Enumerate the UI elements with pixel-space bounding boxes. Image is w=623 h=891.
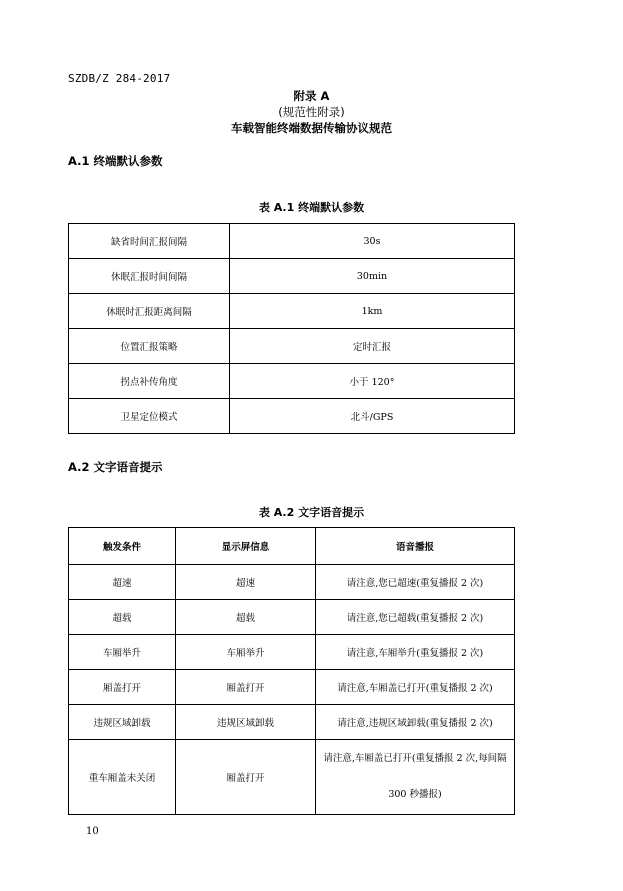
table-row [69,705,515,740]
trigger-cell: 超速 [69,565,176,600]
trigger-cell: 违规区域卸载 [69,705,176,740]
param-value: 30s [230,224,515,259]
table-a1-default-params [68,223,515,434]
column-header-voice: 语音播报 [316,528,515,565]
table-row [69,329,515,364]
table-row [69,565,515,600]
param-name: 缺省时间汇报间隔 [69,224,230,259]
appendix-label: 附录 A [293,89,330,103]
trigger-cell: 重车厢盖未关闭 [69,740,176,815]
table-a2-title: 表 A.2 文字语音提示 [258,506,365,519]
column-header-display: 显示屏信息 [176,528,316,565]
trigger-cell: 超载 [69,600,176,635]
table-a2-voice-prompts [68,527,515,815]
table-row [69,740,515,815]
voice-cell: 请注意,车厢举升(重复播报 2 次) [316,635,515,670]
page-number: 10 [86,826,99,837]
display-cell: 违规区域卸载 [176,705,316,740]
param-value: 小于 120° [230,364,515,399]
table-row [69,670,515,705]
table-header-row [69,528,515,565]
appendix-title: 车载智能终端数据传输协议规范 [231,121,392,135]
column-header-trigger: 触发条件 [69,528,176,565]
trigger-cell: 车厢举升 [69,635,176,670]
param-name: 休眠汇报时间间隔 [69,259,230,294]
table-row [69,224,515,259]
param-value: 北斗/GPS [230,399,515,434]
voice-cell: 请注意,车厢盖已打开(重复播报 2 次) [316,670,515,705]
display-cell: 超载 [176,600,316,635]
display-cell: 厢盖打开 [176,740,316,815]
voice-cell: 请注意,违规区域卸载(重复播报 2 次) [316,705,515,740]
voice-cell: 请注意,车厢盖已打开(重复播报 2 次,每间隔 300 秒播报) [316,740,515,815]
param-name: 休眠时汇报距离间隔 [69,294,230,329]
table-row [69,600,515,635]
param-name: 位置汇报策略 [69,329,230,364]
param-value: 1km [230,294,515,329]
table-a1-title: 表 A.1 终端默认参数 [258,201,365,214]
param-value: 定时汇报 [230,329,515,364]
voice-cell: 请注意,您已超载(重复播报 2 次) [316,600,515,635]
document-code: SZDB/Z 284-2017 [68,72,171,85]
param-name: 卫星定位模式 [69,399,230,434]
table-row [69,364,515,399]
voice-cell: 请注意,您已超速(重复播报 2 次) [316,565,515,600]
display-cell: 厢盖打开 [176,670,316,705]
table-row [69,294,515,329]
table-row [69,259,515,294]
table-row [69,635,515,670]
display-cell: 车厢举升 [176,635,316,670]
param-value: 30min [230,259,515,294]
section-a1-heading: A.1 终端默认参数 [68,154,163,168]
table-row [69,399,515,434]
display-cell: 超速 [176,565,316,600]
trigger-cell: 厢盖打开 [69,670,176,705]
appendix-type: (规范性附录) [278,105,345,119]
param-name: 拐点补传角度 [69,364,230,399]
section-a2-heading: A.2 文字语音提示 [68,460,163,474]
